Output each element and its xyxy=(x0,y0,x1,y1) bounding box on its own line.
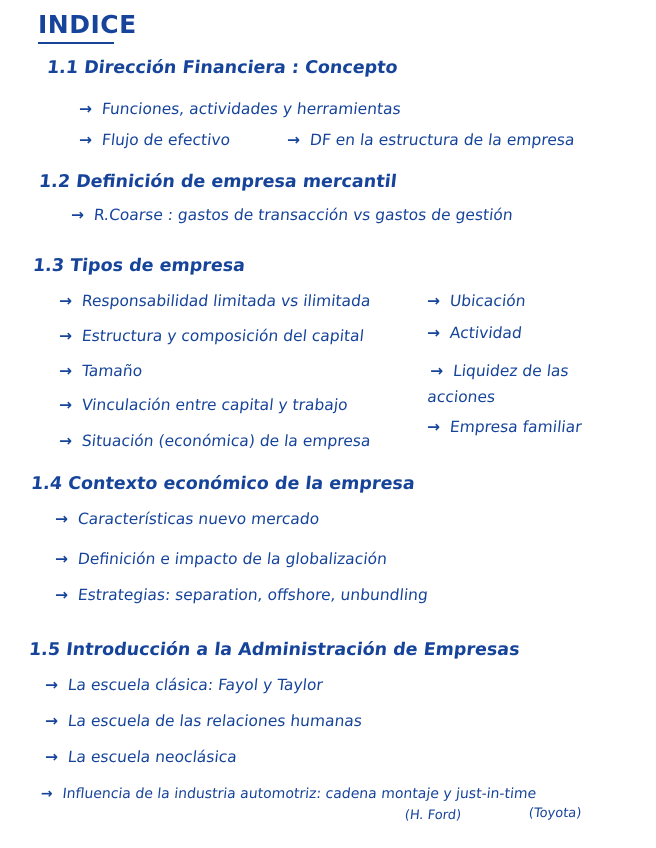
list-item-text: Influencia de la industria automotriz: cadena montaje y just-in-time xyxy=(61,786,537,802)
section-1-5-heading: 1.5 Introducción a la Administración de Empresas xyxy=(28,640,521,660)
note-toyota: (Toyota) xyxy=(528,806,583,821)
list-item-text: DF en la estructura de la empresa xyxy=(309,131,576,149)
arrow-right-icon: → xyxy=(54,550,68,568)
list-item xyxy=(78,131,231,149)
arrow-right-icon: → xyxy=(426,324,440,342)
list-item xyxy=(286,131,575,149)
note-h-ford: (H. Ford) xyxy=(404,808,462,823)
list-item-text: Definición e impacto de la globalización xyxy=(77,550,388,568)
section-1-4-heading: 1.4 Contexto económico de la empresa xyxy=(30,474,416,494)
list-item xyxy=(78,100,402,118)
list-item xyxy=(54,550,388,568)
list-item xyxy=(54,586,429,604)
list-item-text: Actividad xyxy=(449,324,523,342)
list-item-text: Flujo de efectivo xyxy=(101,131,232,149)
list-item xyxy=(426,358,591,410)
list-item xyxy=(44,676,324,694)
list-item xyxy=(58,432,371,450)
list-item xyxy=(58,362,143,380)
arrow-right-icon: → xyxy=(44,748,58,766)
list-item-text: La escuela clásica: Fayol y Taylor xyxy=(67,676,324,694)
arrow-right-icon: → xyxy=(426,418,440,436)
list-item xyxy=(70,206,514,224)
list-item-text: Responsabilidad limitada vs ilimitada xyxy=(81,292,372,310)
list-item-text: La escuela neoclásica xyxy=(67,748,238,766)
arrow-right-icon: → xyxy=(54,510,68,528)
list-item xyxy=(54,510,320,528)
arrow-right-icon: → xyxy=(58,327,72,345)
list-item-text: Tamaño xyxy=(81,362,144,380)
arrow-right-icon: → xyxy=(70,206,84,224)
arrow-right-icon: → xyxy=(426,292,440,310)
arrow-right-icon: → xyxy=(78,100,92,118)
title-underline xyxy=(38,42,114,44)
arrow-right-icon: → xyxy=(58,292,72,310)
arrow-right-icon: → xyxy=(58,432,72,450)
list-item-text: R.Coarse : gastos de transacción vs gastos de gestión xyxy=(93,206,514,224)
list-item-text: Situación (económica) de la empresa xyxy=(81,432,372,450)
arrow-right-icon: → xyxy=(44,712,58,730)
section-1-2-heading: 1.2 Definición de empresa mercantil xyxy=(38,172,398,192)
arrow-right-icon: → xyxy=(286,131,300,149)
list-item-text: Estructura y composición del capital xyxy=(81,327,365,345)
list-item-text: Empresa familiar xyxy=(449,418,583,436)
arrow-right-icon: → xyxy=(58,362,72,380)
list-item xyxy=(426,292,527,310)
list-item-text: Características nuevo mercado xyxy=(77,510,321,528)
arrow-right-icon: → xyxy=(54,586,68,604)
list-item xyxy=(58,396,349,414)
list-item-text: Ubicación xyxy=(449,292,527,310)
list-item xyxy=(58,292,371,310)
arrow-right-icon: → xyxy=(40,786,53,802)
list-item-text: Liquidez de las acciones xyxy=(426,362,570,406)
list-item xyxy=(44,712,363,730)
list-item-text: Funciones, actividades y herramientas xyxy=(101,100,402,118)
index-title: INDICE xyxy=(38,10,137,39)
arrow-right-icon: → xyxy=(44,676,58,694)
list-item-text: Estrategias: separation, offshore, unbundling xyxy=(77,586,429,604)
section-1-1-heading: 1.1 Dirección Financiera : Concepto xyxy=(46,58,399,78)
list-item-text: La escuela de las relaciones humanas xyxy=(67,712,363,730)
list-item xyxy=(426,324,523,342)
list-item-text: Vinculación entre capital y trabajo xyxy=(81,396,349,414)
list-item xyxy=(58,327,365,345)
section-1-3-heading: 1.3 Tipos de empresa xyxy=(32,256,247,276)
arrow-right-icon: → xyxy=(430,362,444,380)
list-item xyxy=(40,786,537,802)
list-item xyxy=(44,748,238,766)
arrow-right-icon: → xyxy=(58,396,72,414)
arrow-right-icon: → xyxy=(78,131,92,149)
list-item xyxy=(426,418,583,436)
